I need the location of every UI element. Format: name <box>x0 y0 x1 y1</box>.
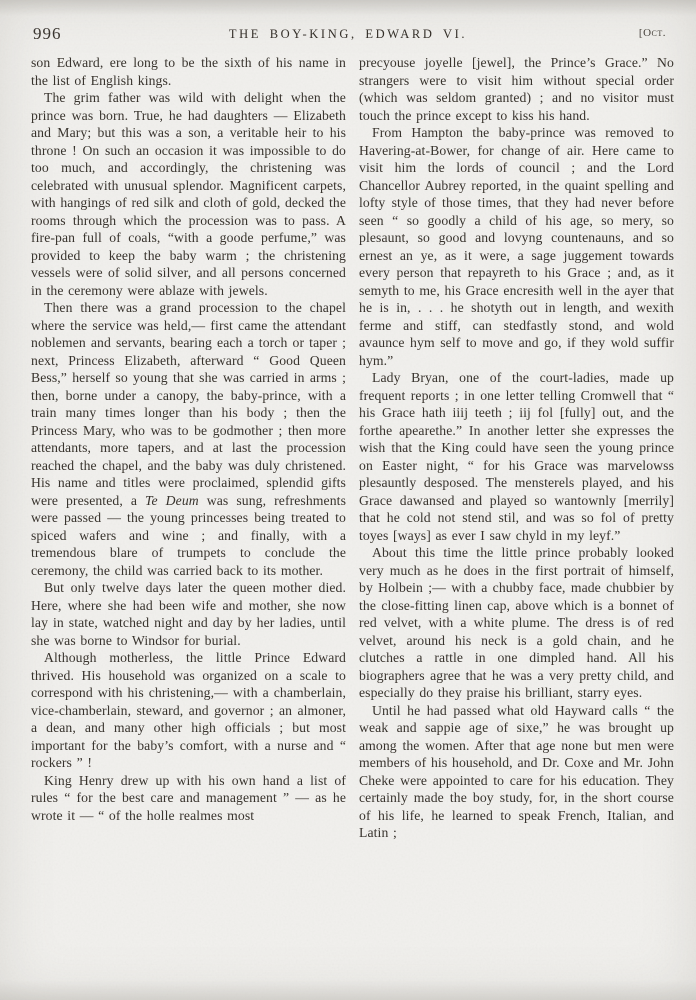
text-segment: But only twelve days later the queen mother died. Here, where she had been wife and mother, she now lay in state, watched night and day by her ladies, until she was borne to Windsor for burial. <box>31 580 346 648</box>
text-segment: Lady Bryan, one of the court-ladies, made up frequent reports ; in one letter telling Cromwell that “ his Grace hath iiij teeth ; iij fol [fully] out, and the forthe apearethe.” In another letter she expresses the wish that the King could have seen the young prince on Easter night, “ for his Grace was marvelowss plesauntly desposed. The mensterels played, and his Grace dawansed and played so wantownly [merrily] that he cold not stend stil, and was so fol of pretty toyes [ways] as ever I saw chyld in my leyf.” <box>359 370 674 543</box>
text-segment: About this time the little prince probably looked very much as he does in the first portrait of himself, by Holbein ;— with a chubby face, made chubbier by the close-fitting linen cap, above which is a bonnet of red velvet, with a white plume. The dress is of red velvet, around his neck is a gold chain, and he clutches a rattle in one dimpled hand. All his biographers agree that he was a very pretty child, and especially do they praise his brilliant, starry eyes. <box>359 545 674 700</box>
paragraph <box>31 579 346 649</box>
page-number: 996 <box>33 24 62 43</box>
paragraph <box>359 369 674 544</box>
text-segment: Until he had passed what old Hayward calls “ the weak and sappie age of sixe,” he was brought up among the women. After that age none but men were members of his household, and Dr. Coxe and Mr. John Cheke were appointed to care for his education. They certainly made the boy study, for, in the short course of his life, he learned to speak French, Italian, and Latin ; <box>359 702 674 840</box>
paragraph <box>31 299 346 579</box>
text-segment: King Henry drew up with his own hand a list of rules “ for the best care and management ” — as he wrote it — “ of the holle realmes most <box>31 772 346 823</box>
italic-text-segment: Te Deum <box>145 492 199 508</box>
paragraph <box>31 649 346 772</box>
text-segment: From Hampton the baby-prince was removed to Havering-at-Bower, for change of air. Here came to visit him the lords of council ; and the Lord Chancellor Aubrey reported, in the quaint spelling and lofty style of those times, that they had never before seen “ so goodly a child of his age, so mery, so plesaunt, so good and lovyng countenauns, and so ernest an ye, as it were, a sage juggement towards every person that repayreth to his Grace ; and, as it semyth to me, his Grace encresith well in the ayer that he is in, . . . he shotyth out in length, and wexith ferme and stiff, can stedfastly stond, and wold avaunce hym self to move and go, if they wold suffir hym.” <box>359 125 674 368</box>
text-segment: son Edward, ere long to be the sixth of his name in the list of English kings. <box>31 55 346 88</box>
two-column-text-block <box>31 54 673 842</box>
running-title: THE BOY-KING, EDWARD VI. <box>228 27 468 41</box>
page-header <box>0 24 696 48</box>
text-segment: Although motherless, the little Prince Edward thrived. His household was organized on a scale to correspond with his christening,— with a chamberlain, vice-chamberlain, steward, and governor ; an almoner, a dean, and many other high officials ; but most important for the baby’s comfort, with a nurse and “ rockers ” ! <box>31 650 346 770</box>
text-segment: Then there was a grand procession to the chapel where the service was held,— first came the attendant noblemen and servants, bearing each a torch or taper ; next, Princess Elizabeth, afterward “ Good Queen Bess,” herself so young that she was carried in arms ; then, borne under a canopy, the baby-prince, with a train many times longer than his body ; then the Princess Mary, who was to be godmother ; then more attendants, more tapers, and at last the procession reached the chapel, and the baby was duly christened. His name and titles were proclaimed, splendid gifts were presented, a <box>31 300 346 508</box>
scan-edge-shadow-bottom <box>0 980 696 1000</box>
paragraph <box>359 54 674 124</box>
text-segment: was sung, refreshments were passed — the young princesses being treated to spiced wafers and wine ; and finally, with a tremendous blare of trumpets to conclude the ceremony, the child was carried back to its mother. <box>31 492 346 578</box>
scan-edge-shadow-top <box>0 0 696 16</box>
paragraph <box>359 702 674 842</box>
paragraph <box>31 89 346 299</box>
paragraph <box>31 772 346 825</box>
paragraph <box>359 544 674 702</box>
left-column <box>31 54 346 842</box>
paragraph <box>31 54 346 89</box>
text-segment: The grim father was wild with delight when the prince was born. True, he had daughters — Elizabeth and Mary; but this was a son, a veritable heir to his throne ! On such an occasion it was impossible to do too much, and accordingly, the christening was celebrated with unusual splendor. Magnificent carpets, with hangings of red silk and cloth of gold, decked the rooms through which the procession was to pass. A fire-pan full of coals, “with a goode perfume,” was provided to keep the baby warm ; the christening vessels were of solid silver, and all persons concerned in the ceremony were ablaze with jewels. <box>31 90 346 298</box>
paragraph <box>359 124 674 369</box>
issue-date-label: [Oct. <box>638 27 666 39</box>
text-segment: precyouse joyelle [jewel], the Prince’s Grace.” No strangers were to visit him without special order (which was seldom granted) ; and no visitor must touch the prince except to kiss his hand. <box>359 55 674 123</box>
right-column <box>359 54 674 842</box>
